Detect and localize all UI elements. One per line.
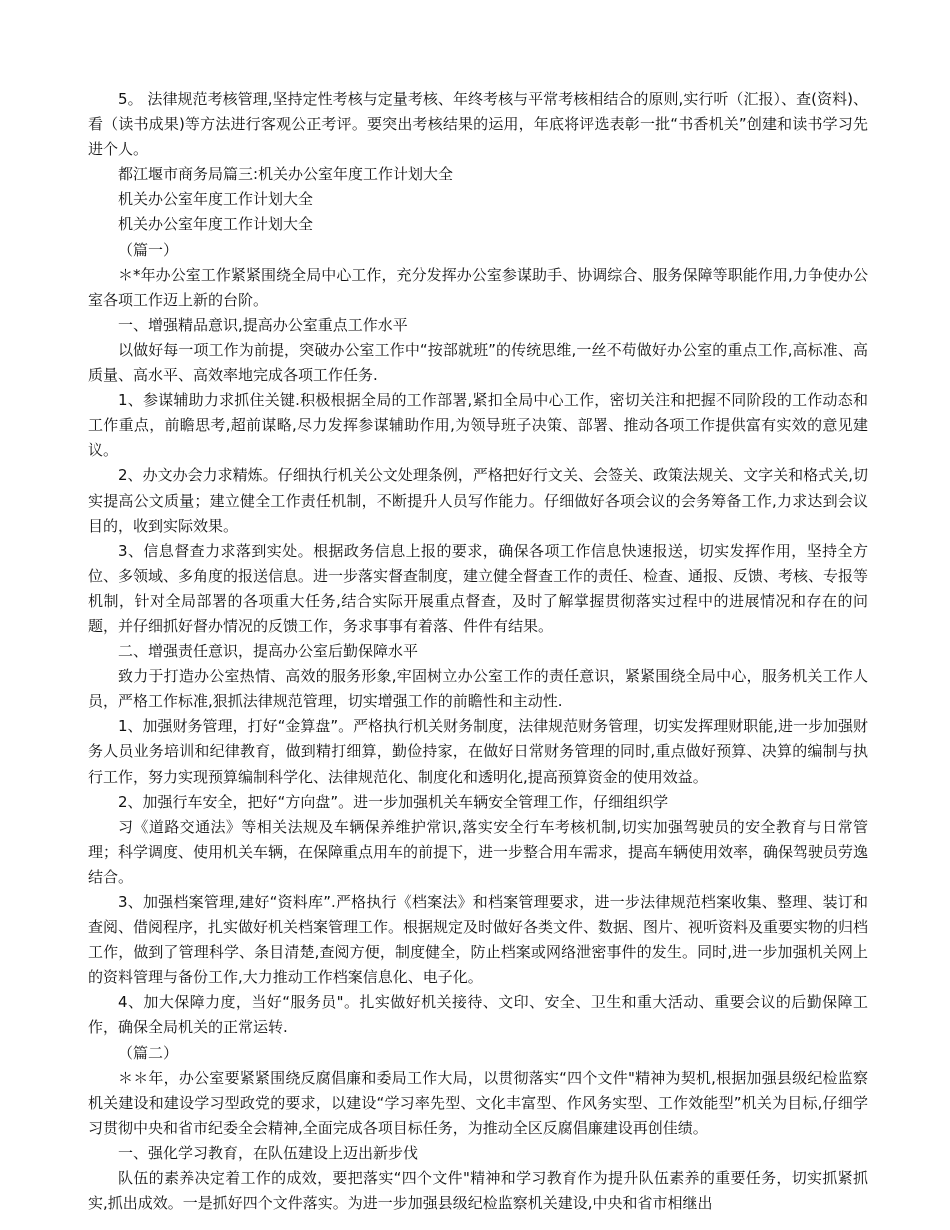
paragraph-part-one-label: （篇一） [118,240,179,259]
paragraph-bureau-title: 都江堰市商务局篇三:机关办公室年度工作计划大全 [118,165,454,184]
paragraph-section-one-intro: 以做好每一项工作为前提，突破办公室工作中“按部就班”的传统思维,一丝不苟做好办公室的重点工作,高标准、高质量、高水平、高效率地完成各项工作任务. [88,340,868,385]
paragraph-item-2-vehicles-cont: 习《道路交通法》等相关法规及车辆保养维护常识,落实安全行车考核机制,切实加强驾驶员的安全教育与日常管理；科学调度、使用机关车辆，在保障重点用车的前提下，进一步整合用车需求，提高车辆使用效率，确保驾驶员劳逸结合。 [88,817,869,886]
heading-part-two-section-one: 一、强化学习教育，在队伍建设上迈出新步伐 [118,1143,419,1162]
paragraph-intro: ＊*年办公室工作紧紧围绕全局中心工作，充分发挥办公室参谋助手、协调综合、服务保障等职能作用,力争使办公室各项工作迈上新的台阶。 [88,265,868,309]
paragraph-item-4-logistics: 4、加大保障力度，当好“服务员"。扎实做好机关接待、文印、安全、卫生和重大活动、重要会议的后勤保障工作，确保全局机关的正常运转. [88,993,868,1037]
heading-section-one: 一、增强精品意识,提高办公室重点工作水平 [118,315,408,334]
paragraph-item-3-supervision: 3、信息督查力求落到实处。根据政务信息上报的要求，确保各项工作信息快速报送，切实发挥作用，坚持全方位、多领域、多角度的报送信息。进一步落实督查制度，建立健全督查工作的责任、检查、通报、反馈、考核、专报等机制，针对全局部署的各项重大任务,结合实际开展重点督查，及时了解掌握贯彻落实过程中的进展情况和存在的问题，并仔细抓好督办情况的反馈工作，务求事事有着落、件件有结果。 [88,541,869,635]
paragraph-part-two-section-one-body: 队伍的素养决定着工作的成效，要把落实“四个文件"精神和学习教育作为提升队伍素养的重要任务，切实抓紧抓实,抓出成效。一是抓好四个文件落实。为进一步加强县级纪检监察机关建设,中央和省市相继出 [88,1169,868,1213]
paragraph-item-1-finance: 1、加强财务管理，打好“金算盘”。严格执行机关财务制度，法律规范财务管理，切实发挥理财职能,进一步加强财务人员业务培训和纪律教育，做到精打细算，勤俭持家，在做好日常财务管理的同时,重点做好预算、决算的编制与执行工作，努力实现预算编制科学化、法律规范化、制度化和透明化,提高预算资金的使用效益。 [88,717,868,786]
paragraph-item-2-vehicles: 2、加强行车安全，把好“方向盘”。进一步加强机关车辆安全管理工作，仔细组织学 [118,792,669,811]
paragraph-item-2-documents: 2、办文办会力求精炼。仔细执行机关公文处理条例，严格把好行文关、会签关、政策法规关、文字关和格式关,切实提高公文质量；建立健全工作责任机制，不断提升人员写作能力。仔细做好各项会议的会务筹备工作,力求达到会议目的，收到实际效果。 [88,466,868,535]
heading-section-two: 二、增强责任意识，提高办公室后勤保障水平 [118,642,419,661]
paragraph-doc-title-repeat: 机关办公室年度工作计划大全 [118,215,314,234]
paragraph-item-3-archives: 3、加强档案管理,建好“资料库”.严格执行《档案法》和档案管理要求，进一步法律规范档案收集、整理、装订和查阅、借阅程序，扎实做好机关档案管理工作。根据规定及时做好各类文件、数据、图片、视听资料及重要实物的归档工作，做到了管理科学、条目清楚,查阅方便，制度健全，防止档案或网络泄密事件的发生。同时,进一步加强机关网上的资料管理与备份工作,大力推动工作档案信息化、电子化。 [88,893,869,987]
paragraph-assessment-item-5: 5。 法律规范考核管理,坚持定性考核与定量考核、年终考核与平常考核相结合的原则,实行听（汇报）、查(资料)、看（读书成果)等方法进行客观公正考评。要突出考核结果的运用，年底将评选表彰一批“书香机关”创建和读书学习先进个人。 [88,90,868,159]
paragraph-part-two-intro: ＊＊年，办公室要紧紧围绕反腐倡廉和委局工作大局，以贯彻落实“四个文件"精神为契机,根据加强县级纪检监察机关建设和建设学习型政党的要求，以建设“学习率先型、文化丰富型、作风务实型、工作效能型”机关为目标,仔细学习贯彻中央和省市纪委全会精神,全面完成各项目标任务，为推动全区反腐倡廉建设再创佳绩。 [88,1068,868,1137]
paragraph-section-two-intro: 致力于打造办公室热情、高效的服务形象,牢固树立办公室工作的责任意识，紧紧围绕全局中心，服务机关工作人员，严格工作标准,狠抓法律规范管理，切实增强工作的前瞻性和主动性. [88,667,868,711]
paragraph-doc-title: 机关办公室年度工作计划大全 [118,190,314,209]
document-page [88,87,868,1216]
paragraph-part-two-label: （篇二） [118,1043,179,1062]
paragraph-item-1-advisory: 1、参谋辅助力求抓住关键.积极根据全局的工作部署,紧扣全局中心工作，密切关注和把握不同阶段的工作动态和工作重点，前瞻思考,超前谋略,尽力发挥参谋辅助作用,为领导班子决策、部署、推动各项工作提供富有实效的意见建议。 [88,391,868,460]
